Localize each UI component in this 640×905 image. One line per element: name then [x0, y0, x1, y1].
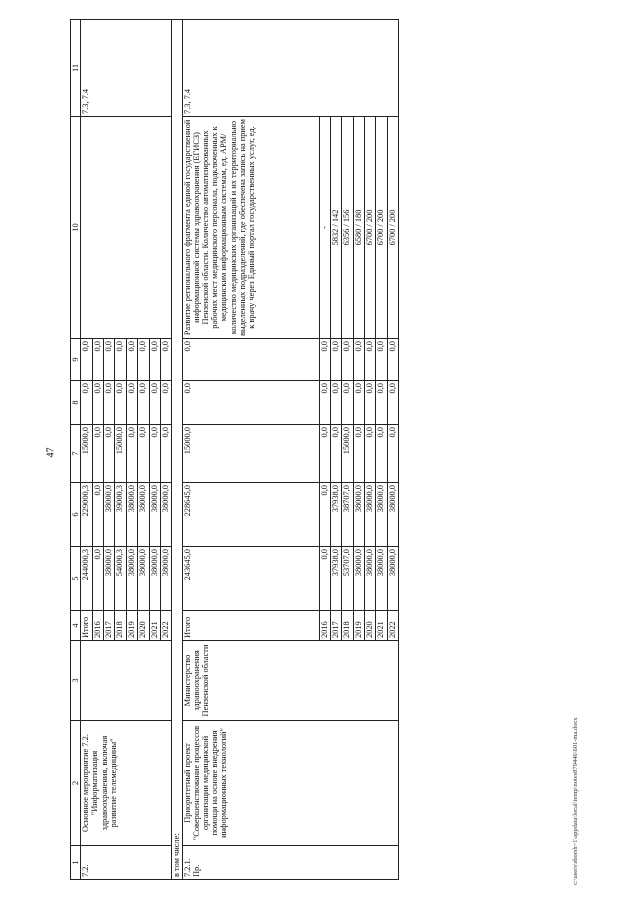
value-federal: 0,0 [330, 425, 341, 483]
value-regional: 38000,0 [353, 483, 364, 547]
year-cell: 2022 [387, 611, 398, 641]
value-regional: 38000,0 [387, 483, 398, 547]
year-cell: Итого [182, 611, 319, 641]
value-federal: 0,0 [160, 425, 171, 483]
value-local: 0,0 [160, 381, 171, 425]
value-local: 0,0 [182, 381, 319, 425]
value-local: 0,0 [138, 381, 149, 425]
value-local: 0,0 [319, 381, 330, 425]
column-header-5: 5 [71, 547, 81, 611]
value-total: 0,0 [92, 547, 103, 611]
year-cell: 2020 [365, 611, 376, 641]
column-header-8: 8 [71, 381, 81, 425]
indicator-value: 5832 / 142 [330, 117, 341, 339]
indicator-value: 6700 / 200 [365, 117, 376, 339]
value-total: 0,0 [319, 547, 330, 611]
rotated-table-container [70, 20, 590, 880]
value-other: 0,0 [182, 339, 319, 381]
column-header-11: 11 [71, 20, 81, 117]
value-local: 0,0 [92, 381, 103, 425]
value-regional: 38000,0 [149, 483, 160, 547]
year-cell: 2016 [319, 611, 330, 641]
measure-reference: 7.3, 7.4 [182, 20, 399, 117]
value-other: 0,0 [376, 339, 387, 381]
year-cell: 2018 [342, 611, 353, 641]
table-row [182, 20, 319, 880]
measure-reference: 7.3, 7.4 [81, 20, 172, 117]
column-header-row [71, 20, 81, 880]
value-federal: 0,0 [319, 425, 330, 483]
value-total: 54000,3 [115, 547, 126, 611]
value-regional: 38000,0 [126, 483, 137, 547]
value-federal: 0,0 [103, 425, 114, 483]
value-other: 0,0 [342, 339, 353, 381]
value-regional: 0,0 [92, 483, 103, 547]
year-cell: 2020 [138, 611, 149, 641]
year-cell: 2019 [126, 611, 137, 641]
value-local: 0,0 [330, 381, 341, 425]
year-cell: 2021 [149, 611, 160, 641]
value-local: 0,0 [376, 381, 387, 425]
value-total: 38000,0 [365, 547, 376, 611]
indicator-value: 6700 / 200 [387, 117, 398, 339]
measure-executor [81, 641, 172, 721]
value-regional: 38000,0 [103, 483, 114, 547]
measure-indicator: Развитие регионального фрагмента единой государственной информационной системы здравоохранения (ЕГИСЗ) Пензенской области. Количество автоматизированных рабочих мест медицинского персонала, подключенных к медицинским информационным системам, ед. АРМ/ количество медицинских организаций и их территориально выделенных подразделений, где обеспечена запись на прием к врачу через Единый портал государственных услуг, ед. [182, 117, 319, 339]
value-total: 53707,0 [342, 547, 353, 611]
year-cell: 2021 [376, 611, 387, 641]
value-total: 38000,0 [103, 547, 114, 611]
value-regional: 228645,0 [182, 483, 319, 547]
footer-file-path: c:\users\sborsh~1\appdata\local\temp\notes879446\601-ma.docx [572, 717, 579, 885]
value-federal: 0,0 [353, 425, 364, 483]
measure-name: Основное мероприятие 7.2. "Информатизация здравоохранения, включая развитие телемедицины" [81, 721, 172, 846]
value-local: 0,0 [342, 381, 353, 425]
year-cell: Итого [81, 611, 92, 641]
value-other: 0,0 [92, 339, 103, 381]
value-regional: 38707,0 [342, 483, 353, 547]
indicator-value: 6356 / 156 [342, 117, 353, 339]
value-other: 0,0 [330, 339, 341, 381]
table-row [81, 20, 92, 880]
value-local: 0,0 [81, 381, 92, 425]
value-federal: 0,0 [126, 425, 137, 483]
value-other: 0,0 [365, 339, 376, 381]
value-federal: 0,0 [92, 425, 103, 483]
value-regional: 229000,3 [81, 483, 92, 547]
value-total: 38000,0 [387, 547, 398, 611]
value-regional: 38000,0 [160, 483, 171, 547]
year-cell: 2019 [353, 611, 364, 641]
year-cell: 2017 [103, 611, 114, 641]
indicator-value: 6580 / 180 [353, 117, 364, 339]
value-other: 0,0 [126, 339, 137, 381]
measure-code: 7.2. [81, 846, 172, 880]
value-local: 0,0 [387, 381, 398, 425]
value-total: 37938,0 [330, 547, 341, 611]
measure-code: 7.2.1. Пр. [182, 846, 399, 880]
value-other: 0,0 [353, 339, 364, 381]
value-other: 0,0 [160, 339, 171, 381]
value-local: 0,0 [115, 381, 126, 425]
value-federal: 0,0 [376, 425, 387, 483]
value-total: 38000,0 [138, 547, 149, 611]
value-federal: 15000,0 [115, 425, 126, 483]
value-federal: 15000,0 [81, 425, 92, 483]
year-cell: 2016 [92, 611, 103, 641]
column-header-10: 10 [71, 117, 81, 339]
value-federal: 15000,0 [342, 425, 353, 483]
value-federal: 0,0 [387, 425, 398, 483]
value-other: 0,0 [319, 339, 330, 381]
value-federal: 0,0 [138, 425, 149, 483]
value-federal: 0,0 [149, 425, 160, 483]
column-header-9: 9 [71, 339, 81, 381]
value-total: 244000,3 [81, 547, 92, 611]
value-regional: 38000,0 [376, 483, 387, 547]
indicator-value: 6700 / 200 [376, 117, 387, 339]
year-cell: 2022 [160, 611, 171, 641]
value-other: 0,0 [387, 339, 398, 381]
column-header-4: 4 [71, 611, 81, 641]
value-local: 0,0 [103, 381, 114, 425]
value-total: 38000,0 [376, 547, 387, 611]
value-regional: 38000,0 [365, 483, 376, 547]
column-header-1: 1 [71, 846, 81, 880]
value-other: 0,0 [149, 339, 160, 381]
measure-executor: Министерство здравоохранения Пензенской области [182, 641, 399, 721]
value-other: 0,0 [81, 339, 92, 381]
value-total: 38000,0 [149, 547, 160, 611]
column-header-6: 6 [71, 483, 81, 547]
value-regional: 39000,3 [115, 483, 126, 547]
value-total: 38000,0 [160, 547, 171, 611]
subheader-label: в том числе: [172, 20, 182, 880]
value-other: 0,0 [138, 339, 149, 381]
value-local: 0,0 [149, 381, 160, 425]
year-cell: 2017 [330, 611, 341, 641]
value-other: 0,0 [115, 339, 126, 381]
value-local: 0,0 [365, 381, 376, 425]
measure-name: Приоритетный проект "Совершенствование процессов организации медицинской помощи на основе внедрения информационных технологий" [182, 721, 399, 846]
year-cell: 2018 [115, 611, 126, 641]
column-header-7: 7 [71, 425, 81, 483]
value-regional: 38000,0 [138, 483, 149, 547]
value-federal: 15000,0 [182, 425, 319, 483]
value-local: 0,0 [353, 381, 364, 425]
column-header-2: 2 [71, 721, 81, 846]
value-total: 38000,0 [353, 547, 364, 611]
value-other: 0,0 [103, 339, 114, 381]
subheader-row [172, 20, 182, 880]
program-table [70, 19, 399, 880]
value-federal: 0,0 [365, 425, 376, 483]
page-number: 47 [45, 447, 57, 458]
value-regional: 0,0 [319, 483, 330, 547]
indicator-value: - [319, 117, 330, 339]
value-local: 0,0 [126, 381, 137, 425]
value-total: 38000,0 [126, 547, 137, 611]
value-total: 243645,0 [182, 547, 319, 611]
value-regional: 37938,0 [330, 483, 341, 547]
measure-indicator [81, 117, 172, 339]
column-header-3: 3 [71, 641, 81, 721]
